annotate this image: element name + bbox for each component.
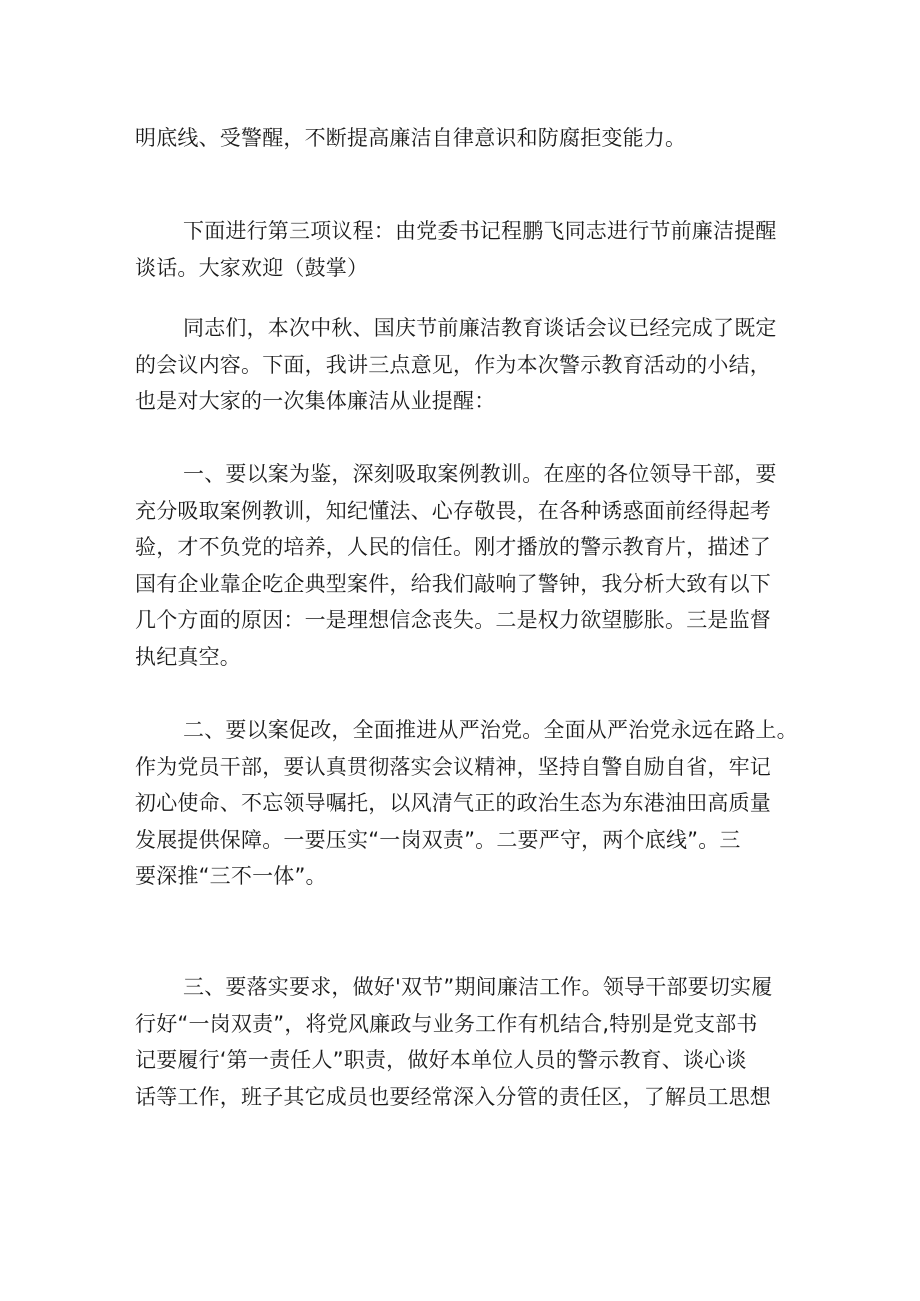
text-line: 国有企业靠企吃企典型案件，给我们敲响了警钟，我分析大致有以下 — [135, 571, 771, 596]
text-line: 验，才不负党的培养，人民的信任。刚才播放的警示教育片，描述了 — [135, 535, 771, 559]
text-line: 要深推“三不一体”。 — [135, 864, 327, 888]
paragraph-closing-line — [135, 120, 795, 157]
text-line: 记要履行‘第一责任人”职责，做好本单位人员的警示教育、谈心谈 — [135, 1048, 747, 1072]
text-line: 也是对大家的一次集体廉洁从业提醒： — [135, 389, 496, 413]
text-line: 的会议内容。下面，我讲三点意见，作为本次警示教育活动的小结， — [135, 352, 771, 377]
text-line: 作为党员干部，要认真贯彻落实会议精神，坚持自警自励自省，牢记 — [135, 754, 771, 779]
text-line: 发展提供保障。一要压实“一岗双责”。二要严守，两个底线”。三 — [135, 827, 741, 852]
paragraph-opening-remarks — [135, 310, 795, 420]
paragraph-point-three — [135, 969, 795, 1115]
text-line: 初心使命、不忘领导嘱托，以风清气正的政治生态为东港油田高质量 — [135, 791, 771, 815]
text-line: 谈话。大家欢迎（鼓掌） — [135, 255, 369, 280]
text-line: 下面进行第三项议程：由党委书记程鹏飞同志进行节前廉洁提醒 — [183, 219, 777, 243]
text-line: 二、要以案促改，全面推进从严治党。全面从严治党永远在路上。 — [183, 718, 798, 742]
text-line: 三、要落实要求，做好'双节”期间廉洁工作。领导干部要切实履 — [183, 975, 773, 999]
text-line: 充分吸取案例教训，知纪懂法、心存敬畏，在各种诱惑面前经得起考 — [135, 498, 771, 523]
paragraph-point-two — [135, 712, 798, 895]
text-line: 执纪真空。 — [135, 644, 241, 669]
text-line: 话等工作，班子其它成员也要经常深入分管的责任区，了解员工思想 — [135, 1084, 771, 1109]
text-line: 行好“一岗双责”，将党风廉政与业务工作有机结合,特别是党支部书 — [135, 1011, 758, 1036]
text-line: 几个方面的原因：一是理想信念丧失。二是权力欲望膨胀。三是监督 — [135, 608, 771, 632]
text-line: 一、要以案为鉴，深刻吸取案例教训。在座的各位领导干部，要 — [183, 462, 777, 486]
text-line: 同志们，本次中秋、国庆节前廉洁教育谈话会议已经完成了既定 — [183, 316, 777, 340]
text-line: 明底线、受警醒，不断提高廉洁自律意识和防腐拒变能力。 — [135, 126, 687, 150]
paragraph-point-one — [135, 456, 795, 675]
paragraph-agenda-three — [135, 213, 795, 286]
